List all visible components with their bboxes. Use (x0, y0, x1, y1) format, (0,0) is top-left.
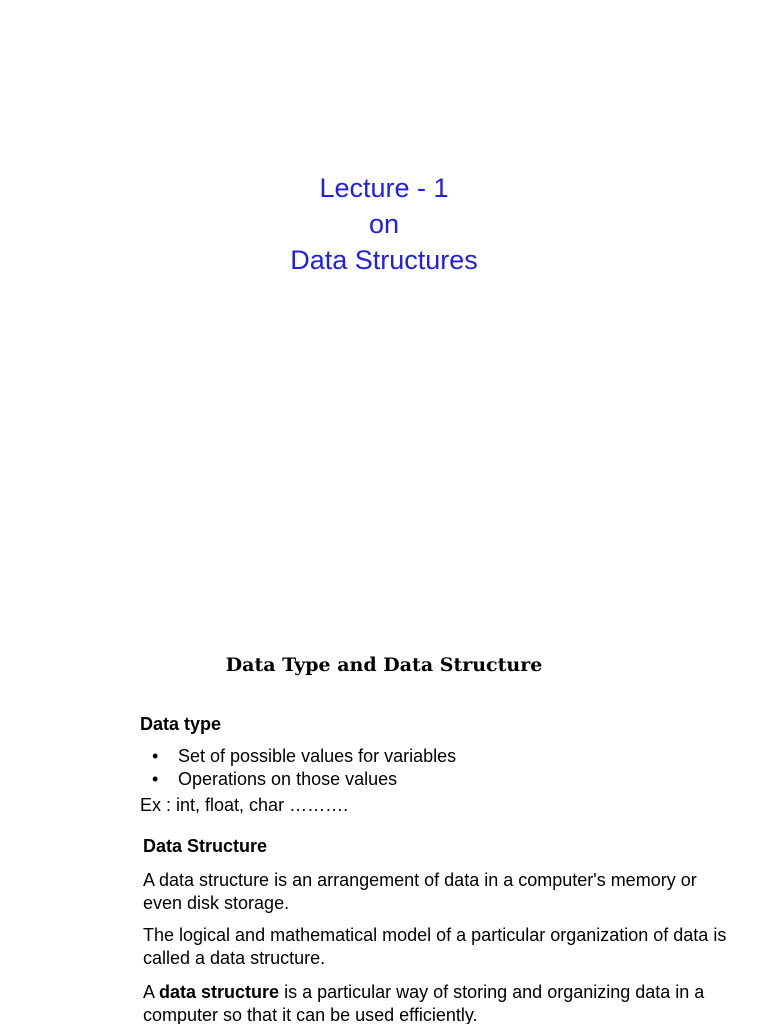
bullet-icon: • (152, 769, 159, 789)
data-structure-paragraph-1: A data structure is an arrangement of data in a computer's memory or even disk storage. (143, 870, 697, 913)
list-item (150, 768, 456, 791)
bullet-text: Operations on those values (178, 769, 398, 789)
bullet-text: Set of possible values for variables (178, 746, 457, 766)
data-structure-heading: Data Structure (143, 836, 268, 856)
list-item (150, 745, 456, 768)
bullet-icon: • (152, 746, 159, 766)
paragraph-text: is a particular way of storing and organizing data in a computer so that it can be used efficiently. (143, 982, 705, 1024)
data-structure-paragraph-2: The logical and mathematical model of a particular organization of data is called a data structure. (143, 925, 727, 968)
bold-term: data structure (159, 982, 280, 1002)
paragraph-text: A (143, 982, 160, 1002)
title-line-on: on (368, 209, 400, 239)
slide-heading: Data Type and Data Structure (225, 654, 543, 676)
data-type-heading: Data type (140, 714, 222, 734)
title-line-lecture: Lecture - 1 (319, 173, 449, 203)
data-type-bullet-list (150, 745, 456, 791)
data-structure-paragraph-3 (143, 981, 733, 1024)
data-type-example: Ex : int, float, char ………. (140, 795, 349, 815)
title-slide (0, 170, 768, 278)
title-line-subject: Data Structures (290, 245, 478, 275)
